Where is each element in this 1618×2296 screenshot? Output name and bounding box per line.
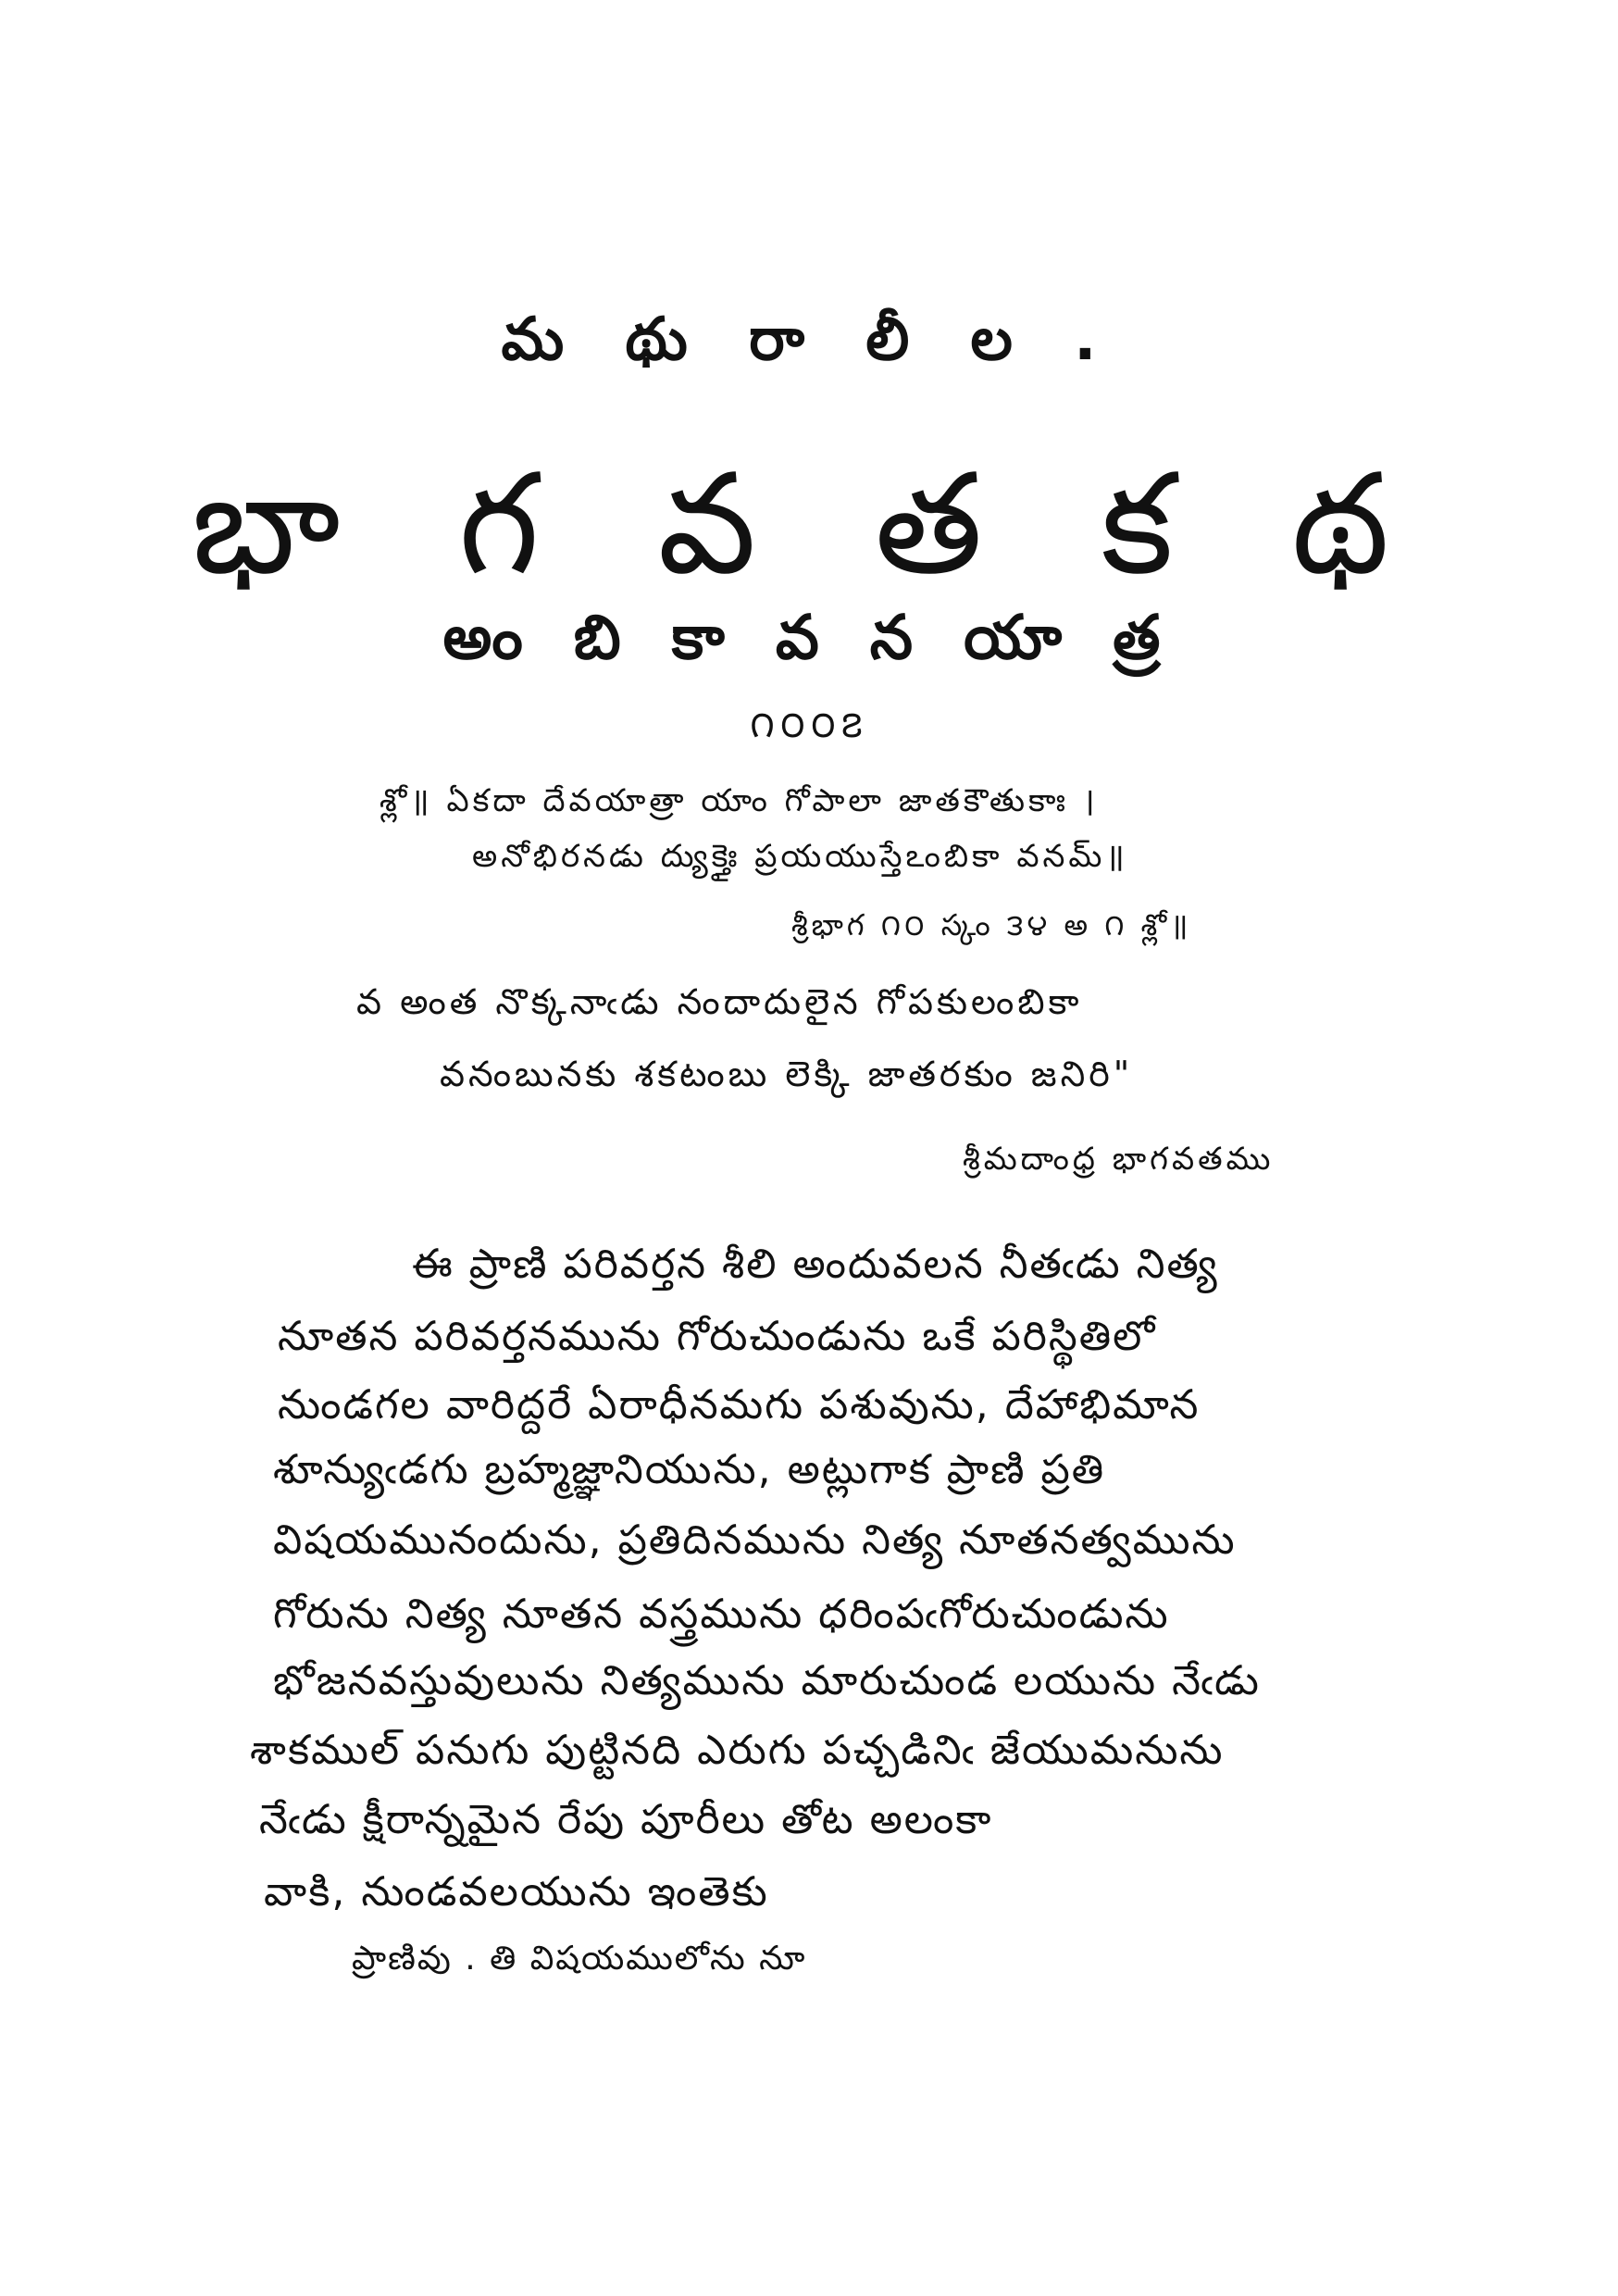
vachana-line: వ అంత నొక్కనాఁడు నందాదులైన గోపకులంబికా — [356, 981, 1083, 1022]
body-line: ప్రాణివు . తి విషయములోను నూ — [352, 1940, 807, 1978]
main-title: భా గ వ త క థ — [191, 444, 1427, 605]
body-line: నూతన పరివర్తనమును గోరుచుండును ఒకే పరిస్థితిలో — [278, 1313, 1157, 1360]
body-line: శాకముల్ పనుగు పుట్టినది ఎరుగు పచ్చడినిఁ జేయుమనును — [250, 1727, 1225, 1774]
page-number: ౧౦౦౭ — [750, 704, 868, 746]
body-line: నేఁడు క్షీరాన్నమైన రేపు పూరీలు తోట అలంకా — [259, 1796, 993, 1843]
vachana-reference: శ్రీమదాంధ్ర భాగవతము — [963, 1141, 1275, 1178]
sloka-line: అనోభిరనడు ద్యుక్తైః ప్రయయుస్తేఽంబికా వనమ్॥ — [472, 838, 1128, 875]
chapter-subtitle: అం బి కా వ న యా త్ర — [442, 602, 1176, 673]
series-title: మ థు రా లీ ల . — [501, 306, 1117, 374]
sloka-line: శ్లో॥ ఏకదా దేవయాత్రా యాం గోపాలా జాతకౌతుకాః । — [380, 782, 1099, 819]
body-line: నుండగల వారిద్దరే ఏరాధీనమగు పశువును, దేహాభిమాన — [278, 1381, 1201, 1429]
body-line: విషయమునందును, ప్రతిదినమును నిత్య నూతనత్వమును — [273, 1516, 1237, 1564]
body-line: ఈ ప్రాణి పరివర్తన శీలి అందువలన నీతఁడు నిత్య — [412, 1241, 1219, 1288]
body-line: భోజనవస్తువులును నిత్యమును మారుచుండ లయును నేఁడు — [273, 1657, 1261, 1704]
body-line: వాకి, నుండవలయును ఇంతెకు — [264, 1868, 769, 1915]
body-line: శూన్యుఁడగు బ్రహ్మజ్ఞానియును, అట్లుగాక ప్రాణి ప్రతి — [273, 1446, 1106, 1493]
body-line: గోరును నిత్య నూతన వస్త్రమును ధరింపఁగోరుచుండును — [273, 1591, 1170, 1638]
vachana-line: వనంబునకు శకటంబు లెక్కి జాతరకుం జనిరి" — [440, 1054, 1134, 1094]
sloka-reference: శ్రీభాగ ౧౦ స్కం ౩౪ అ ౧ శ్లో॥ — [791, 907, 1192, 942]
